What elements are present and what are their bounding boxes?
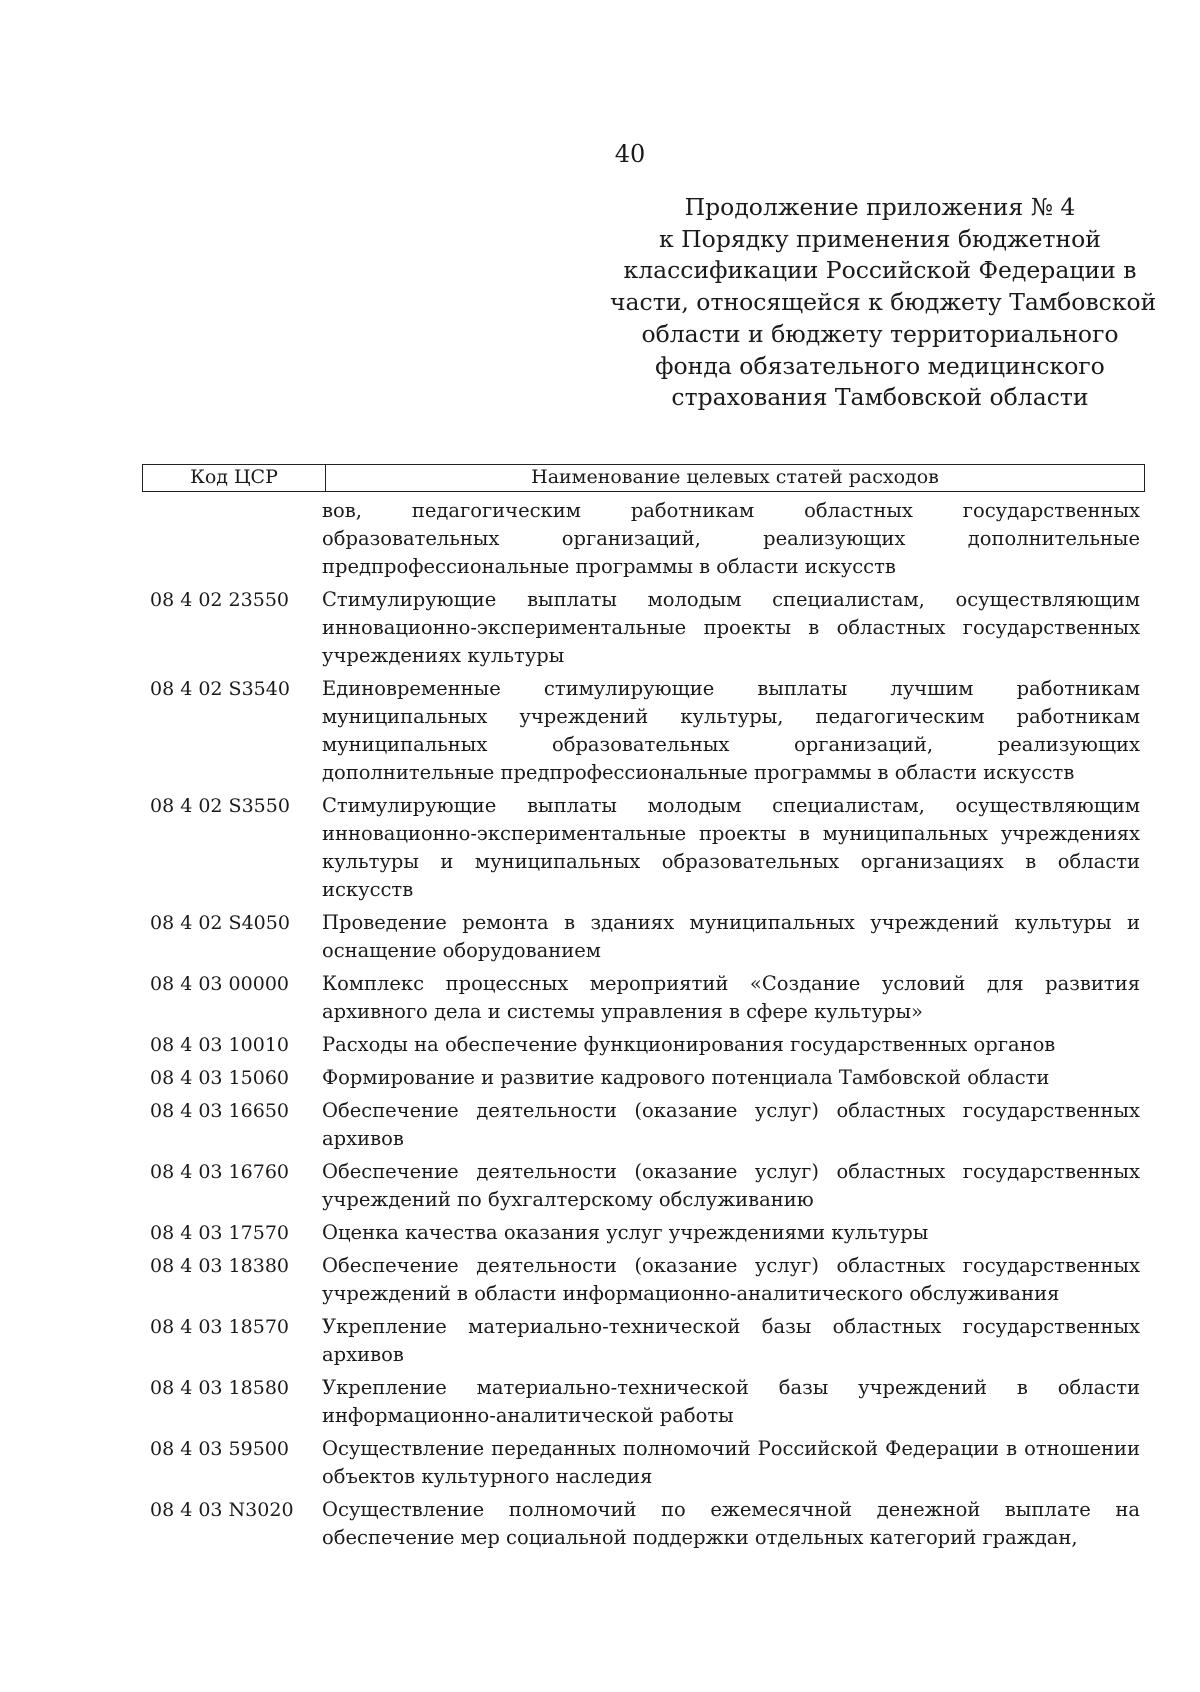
row-code: 08 4 03 N3020 bbox=[150, 1499, 294, 1521]
annex-heading-line: классификации Российской Федерации в bbox=[623, 256, 1137, 285]
row-name: Укрепление материально-технической базы учреждений в области информационно-аналитической работы bbox=[322, 1376, 1140, 1427]
row-code: 08 4 03 18570 bbox=[150, 1316, 290, 1338]
row-code: 08 4 03 15060 bbox=[150, 1067, 290, 1089]
row-code: 08 4 03 10010 bbox=[150, 1034, 290, 1056]
row-name: Осуществление полномочий по ежемесячной денежной выплате на обеспечение мер социальной поддержки отдельных категорий граждан, bbox=[322, 1498, 1140, 1549]
table-row bbox=[150, 1031, 1140, 1059]
row-name: Укрепление материально-технической базы областных государственных архивов bbox=[322, 1315, 1140, 1366]
row-code: 08 4 03 18380 bbox=[150, 1255, 290, 1277]
table-row bbox=[150, 1435, 1140, 1491]
row-name: Расходы на обеспечение функционирования государственных органов bbox=[322, 1033, 1056, 1056]
annex-heading-line: фонда обязательного медицинского bbox=[655, 351, 1105, 380]
row-code: 08 4 03 18580 bbox=[150, 1377, 290, 1399]
table-row bbox=[150, 1252, 1140, 1308]
annex-heading-line: к Порядку применения бюджетной bbox=[659, 224, 1101, 253]
row-code: 08 4 03 00000 bbox=[150, 973, 290, 995]
row-name: Осуществление переданных полномочий Российской Федерации в отношении объектов культурного наследия bbox=[322, 1437, 1140, 1488]
table-row bbox=[150, 675, 1140, 787]
table-row bbox=[150, 1064, 1140, 1092]
table-row bbox=[150, 792, 1140, 904]
page-number: 40 bbox=[614, 140, 646, 168]
row-code: 08 4 02 S4050 bbox=[150, 912, 290, 934]
row-name: Комплекс процессных мероприятий «Создание условий для развития архивного дела и системы управления в сфере культуры» bbox=[322, 972, 1140, 1023]
row-code: 08 4 03 17570 bbox=[150, 1222, 290, 1244]
annex-heading-line: области и бюджету территориального bbox=[641, 319, 1119, 348]
row-code: 08 4 03 59500 bbox=[150, 1438, 290, 1460]
annex-heading-line: Продолжение приложения № 4 bbox=[684, 193, 1076, 221]
row-name: Проведение ремонта в зданиях муниципальных учреждений культуры и оснащение оборудованием bbox=[322, 911, 1140, 962]
row-name: Обеспечение деятельности (оказание услуг) областных государственных учреждений по бухгалтерскому обслуживанию bbox=[322, 1160, 1140, 1211]
row-name: Единовременные стимулирующие выплаты лучшим работникам муниципальных учреждений культуры, педагогическим работникам муниципальных образовательных организаций, реализующих дополнительные предпрофессиональные программы в области искусств bbox=[322, 677, 1140, 784]
table-header bbox=[142, 464, 1145, 492]
table-row bbox=[150, 1313, 1140, 1369]
row-name: Формирование и развитие кадрового потенциала Тамбовской области bbox=[322, 1066, 1050, 1089]
table-row bbox=[150, 1158, 1140, 1214]
row-code: 08 4 02 S3550 bbox=[150, 795, 290, 817]
annex-heading bbox=[610, 192, 1157, 414]
row-name: Обеспечение деятельности (оказание услуг) областных государственных архивов bbox=[322, 1099, 1140, 1150]
row-code: 08 4 02 S3540 bbox=[150, 678, 290, 700]
table-body bbox=[150, 497, 1140, 1557]
row-code bbox=[150, 497, 322, 581]
table-row bbox=[150, 1219, 1140, 1247]
row-name: Обеспечение деятельности (оказание услуг) областных государственных учреждений в области информационно-аналитического обслуживания bbox=[322, 1254, 1140, 1305]
row-code: 08 4 03 16760 bbox=[150, 1161, 290, 1183]
annex-heading-line: страхования Тамбовской области bbox=[671, 383, 1089, 412]
row-code: 08 4 02 23550 bbox=[150, 589, 290, 611]
table-row bbox=[150, 970, 1140, 1026]
annex-heading-line: части, относящейся к бюджету Тамбовской bbox=[610, 288, 1157, 317]
table-row bbox=[150, 497, 1140, 581]
table-row bbox=[150, 1097, 1140, 1153]
row-code: 08 4 03 16650 bbox=[150, 1100, 290, 1122]
table-row bbox=[150, 909, 1140, 965]
row-name: Стимулирующие выплаты молодым специалистам, осуществляющим инновационно-экспериментальные проекты в муниципальных учреждениях культуры и муниципальных образовательных организациях в области искусств bbox=[322, 794, 1140, 901]
column-header-name: Наименование целевых статей расходов bbox=[531, 466, 939, 488]
row-name: Стимулирующие выплаты молодым специалистам, осуществляющим инновационно-экспериментальные проекты в областных государственных учреждениях культуры bbox=[322, 588, 1140, 667]
row-name: Оценка качества оказания услуг учреждениями культуры bbox=[322, 1221, 929, 1244]
column-header-code: Код ЦСР bbox=[143, 465, 326, 491]
table-row bbox=[150, 1374, 1140, 1430]
row-name: вов, педагогическим работникам областных государственных образовательных организаций, реализующих дополнительные предпрофессиональные программы в области искусств bbox=[322, 499, 1140, 578]
table-row bbox=[150, 1496, 1140, 1552]
table-row bbox=[150, 586, 1140, 670]
